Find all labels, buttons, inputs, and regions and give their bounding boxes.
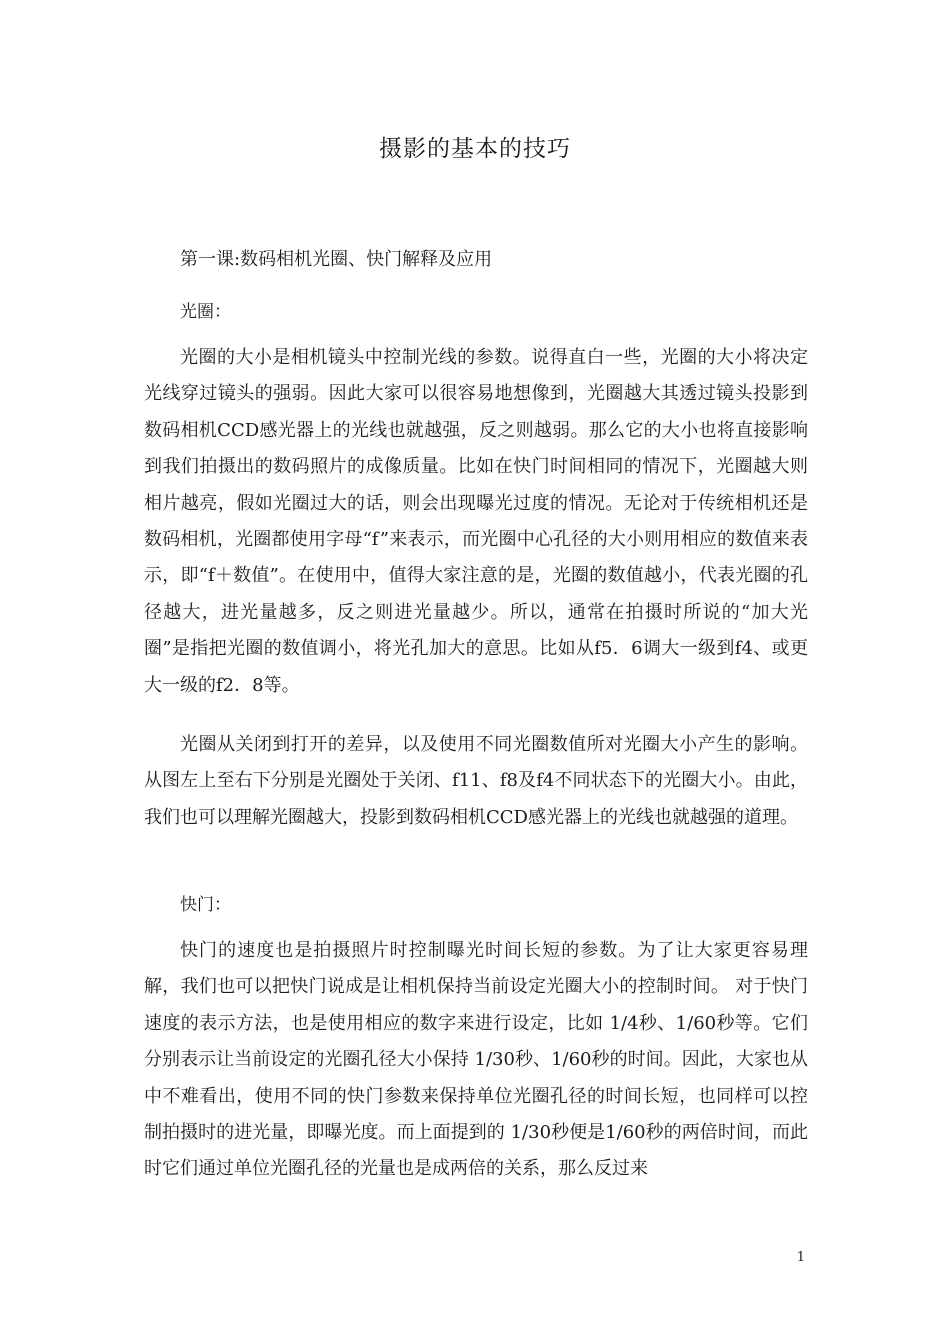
shutter-section-label: 快门： [180,895,231,915]
aperture-paragraph-1: 光圈的大小是相机镜头中控制光线的参数。说得直白一些，光圈的大小将决定光线穿过镜头的强弱。因此大家可以很容易地想像到，光圈越大其透过镜头投影到数码相机CCD感光器上的光线也就越强，反之则越弱。那么它的大小也将直接影响到我们拍摄出的数码照片的成像质量。比如在快门时间相同的情况下，光圈越大则相片越亮，假如光圈过大的话，则会出现曝光过度的情况。无论对于传统相机还是数码相机，光圈都使用字母“f”来表示，而光圈中心孔径的大小则用相应的数值来表示，即“f＋数值”。在使用中，值得大家注意的是，光圈的数值越小，代表光圈的孔径越大，进光量越多，反之则进光量越少。所以，通常在拍摄时所说的“加大光圈”是指把光圈的数值调小，将光孔加大的意思。比如从f5．6调大一级到f4、或更大一级的f2．8等。 [144,347,808,696]
document-title: 摄影的基本的技巧 [379,136,571,162]
aperture-section-label: 光圈： [180,302,231,322]
aperture-paragraph-2: 光圈从关闭到打开的差异，以及使用不同光圈数值所对光圈大小产生的影响。从图左上至右下分别是光圈处于关闭、f11、f8及f4不同状态下的光圈大小。由此，我们也可以理解光圈越大，投影到数码相机CCD感光器上的光线也就越强的道理。 [144,734,808,828]
page-number: 1 [796,1250,805,1265]
lesson-heading: 第一课:数码相机光圈、快门解释及应用 [180,249,493,270]
shutter-paragraph-1: 快门的速度也是拍摄照片时控制曝光时间长短的参数。为了让大家更容易理解，我们也可以把快门说成是让相机保持当前设定光圈大小的控制时间。 对于快门速度的表示方法，也是使用相应的数字来进行设定，比如 1/4秒、1/60秒等。它们分别表示让当前设定的光圈孔径大小保持 1/30秒、1/60秒的时间。因此，大家也从中不难看出，使用不同的快门参数来保持单位光圈孔径的时间长短，也同样可以控制拍摄时的进光量，即曝光度。而上面提到的 1/30秒便是1/60秒的两倍时间，而此时它们通过单位光圈孔径的光量也是成两倍的关系，那么反过来 [144,940,808,1180]
